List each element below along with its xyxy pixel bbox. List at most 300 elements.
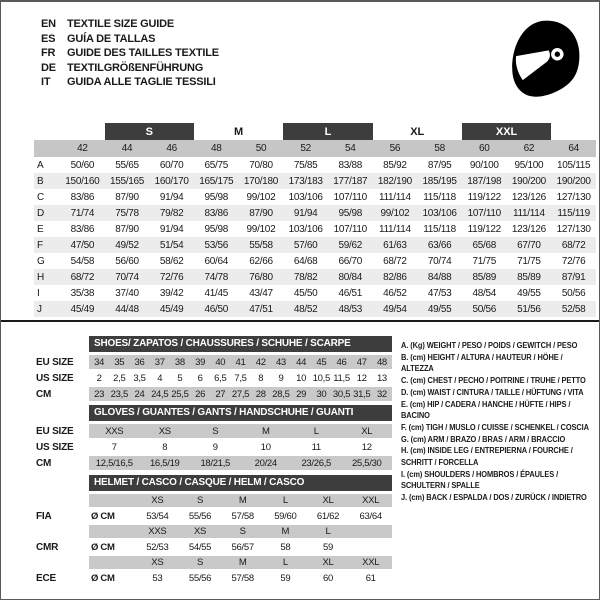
legend-item: A. (Kg) WEIGHT / PESO / POIDS / GEWITCH / PESO: [401, 341, 578, 350]
value-cell: 103/106: [417, 205, 462, 221]
language-title: TEXTILGRÖßENFÜHRUNG: [67, 61, 204, 74]
value-cell: 12,5/16,5: [95, 457, 133, 469]
value-cell: 10,5: [312, 372, 330, 384]
standard-label: CMR: [36, 541, 59, 553]
value-cell: 115/118: [423, 223, 456, 235]
value-cell: 24,5: [151, 388, 169, 400]
value-cell: 56/60: [115, 255, 139, 267]
size-header-cell: XS: [151, 557, 164, 568]
row-cells: [89, 540, 392, 554]
table-row: [36, 424, 392, 438]
value-cell: 9: [278, 372, 284, 384]
value-cell: 187/198: [462, 173, 507, 189]
value-cell: 26: [195, 388, 206, 400]
value-cell: 16,5/19: [149, 457, 180, 469]
value-cell: 18/21,5: [200, 457, 231, 469]
diameter-unit-label: Ø CM: [91, 572, 115, 584]
measure-row-g: [34, 253, 596, 269]
row-label: US SIZE: [36, 372, 74, 384]
measure-row-h: [34, 269, 596, 285]
value-cell: 25,5/30: [351, 457, 382, 469]
size-header-cell: 44: [105, 140, 150, 157]
value-cell: 165/175: [194, 173, 239, 189]
size-header-cell: XL: [322, 557, 334, 568]
gloves-table: [36, 405, 392, 472]
value-cell: 50/56: [462, 301, 507, 317]
table-header-row: [36, 405, 392, 421]
size-header-cell: S: [196, 495, 204, 506]
language-code: IT: [41, 76, 51, 88]
row-cells: [89, 424, 392, 438]
value-cell: 51/54: [149, 237, 194, 253]
row-label: D: [34, 205, 60, 221]
legend-item: E. (cm) HIP / CADERA / HANCHE / HÜFTE / HIPS / BACINO: [401, 399, 571, 421]
value-cell: 123/126: [511, 191, 546, 203]
value-cell: 91/94: [283, 205, 328, 221]
value-cell: 85/92: [383, 159, 407, 171]
value-cell: 28,5: [272, 388, 290, 400]
value-cell: 58/62: [159, 255, 184, 267]
value-cell: L: [313, 425, 319, 437]
value-cell: 35: [114, 356, 125, 368]
row-label: B: [34, 173, 60, 189]
table-header-row: [36, 475, 392, 491]
row-label: EU SIZE: [36, 425, 74, 437]
value-cell: 48/52: [283, 301, 328, 317]
value-cell: 57/58: [231, 510, 254, 522]
value-cell: 10: [296, 372, 307, 384]
value-cell: 50/60: [70, 159, 95, 171]
diameter-unit-label: Ø CM: [91, 541, 115, 553]
size-header-cell: 52: [283, 140, 328, 157]
standard-label: FIA: [36, 510, 52, 522]
value-cell: 42: [255, 356, 266, 368]
value-cell: 27,5: [231, 388, 250, 400]
measurement-legend: [401, 340, 596, 504]
size-header-cell: 58: [417, 140, 462, 157]
helmet-size-row: [36, 525, 392, 538]
row-cells: [89, 509, 392, 523]
value-cell: 29: [296, 388, 307, 400]
row-label: EU SIZE: [36, 356, 74, 368]
measure-row-e: [34, 221, 596, 237]
value-cell: 63/66: [417, 237, 462, 253]
value-cell: 95/98: [204, 191, 229, 203]
value-cell: 38: [174, 356, 185, 368]
value-cell: 7,5: [234, 372, 247, 384]
value-cell: 91/94: [159, 223, 184, 235]
size-header-cell: XL: [322, 495, 334, 506]
value-cell: 66/70: [338, 255, 363, 267]
value-cell: 35/38: [70, 287, 95, 299]
value-cell: 48: [376, 356, 387, 368]
measure-row-j: [34, 301, 596, 317]
value-cell: 24: [134, 388, 145, 400]
value-cell: 60/70: [159, 159, 184, 171]
standard-label: ECE: [36, 572, 56, 584]
language-row: [41, 18, 219, 33]
value-cell: 85/89: [507, 269, 552, 285]
value-cell: 34: [94, 356, 105, 368]
table-row: [36, 456, 392, 470]
value-cell: 170/180: [239, 173, 284, 189]
value-cell: 39/42: [159, 287, 184, 299]
value-cell: 62/66: [249, 255, 273, 267]
value-cell: 13: [376, 372, 387, 384]
value-cell: 3,5: [133, 372, 146, 384]
row-label: H: [34, 269, 60, 285]
value-cell: 28: [255, 388, 266, 400]
row-cells: [89, 387, 392, 401]
size-band-l: L: [283, 123, 372, 140]
value-cell: 190/200: [507, 173, 552, 189]
table-title-bar: HELMET / CASCO / CASQUE / HELM / CASCO: [89, 475, 392, 491]
value-cell: 46: [336, 356, 347, 368]
helmet-value-row: [36, 571, 392, 585]
size-header-cell: XXL: [362, 557, 380, 568]
value-cell: 48/53: [328, 301, 373, 317]
value-cell: 64/68: [293, 255, 318, 267]
size-header-cell: S: [196, 557, 204, 568]
value-cell: 185/195: [417, 173, 462, 189]
measure-row-b: [34, 173, 596, 189]
table-row: [36, 387, 392, 401]
value-cell: 70/74: [105, 269, 150, 285]
value-cell: 49/55: [517, 287, 541, 299]
value-cell: 40: [215, 356, 226, 368]
value-cell: 74/78: [194, 269, 239, 285]
size-band-spacer: [551, 123, 596, 140]
legend-item: I. (cm) SHOULDERS / HOMBROS / ÉPAULES / SCHULTERN / SPALLE: [401, 469, 559, 491]
value-cell: 71/74: [60, 205, 105, 221]
size-band-spacer: [34, 123, 60, 140]
size-band-xl: XL: [410, 125, 425, 138]
table-row: [36, 440, 392, 454]
language-title: GUÍA DE TALLAS: [67, 32, 156, 45]
value-cell: 47: [356, 356, 367, 368]
value-cell: 50/56: [561, 287, 586, 299]
section-divider: [1, 320, 599, 322]
value-cell: 8: [162, 441, 168, 453]
value-cell: 57/58: [231, 572, 254, 584]
value-cell: 49/55: [417, 301, 462, 317]
value-cell: 63/64: [359, 510, 382, 522]
value-cell: 53: [152, 572, 163, 584]
value-cell: 47/53: [427, 287, 452, 299]
value-cell: 60/64: [204, 255, 229, 267]
value-cell: 45/50: [293, 287, 318, 299]
legend-item: D. (cm) WAIST / CINTURA / TAILLE / HÜFTUNG / VITA: [401, 387, 584, 397]
value-cell: 2,5: [113, 372, 126, 384]
size-band-m: M: [234, 125, 244, 138]
value-cell: 37: [154, 356, 165, 368]
value-cell: 182/190: [373, 173, 418, 189]
value-cell: 36: [134, 356, 145, 368]
value-cell: 75/78: [105, 205, 150, 221]
value-cell: 127/130: [556, 191, 591, 203]
value-cell: 20/24: [254, 457, 277, 469]
value-cell: 107/110: [462, 205, 507, 221]
size-header-cell: L: [282, 495, 288, 506]
row-label: A: [37, 159, 44, 171]
legend-item: C. (cm) CHEST / PECHO / POITRINE / TRUHE / PETTO: [401, 376, 586, 386]
value-cell: 59: [323, 541, 333, 553]
value-cell: 85/89: [462, 269, 507, 285]
value-cell: 23/26,5: [301, 457, 332, 469]
legend-item: F. (cm) TIGH / MUSLO / CUISSE / SCHENKEL / COSCIA: [401, 422, 589, 432]
value-cell: 49/54: [373, 301, 418, 317]
value-cell: 11: [311, 441, 321, 453]
language-code: ES: [41, 32, 56, 45]
shoes-table: [36, 336, 392, 403]
value-cell: 80/84: [328, 269, 373, 285]
value-cell: 87/90: [115, 191, 139, 203]
value-cell: 23: [94, 388, 105, 400]
value-cell: 8: [258, 372, 264, 384]
value-cell: 87/90: [115, 223, 139, 235]
size-header-cell: 50: [239, 140, 284, 157]
value-cell: 52/58: [551, 301, 596, 317]
legend-item: B. (cm) HEIGHT / ALTURA / HAUTEUR / HÖHE / ALTEZZA: [401, 352, 563, 374]
measure-row-d: [34, 205, 596, 221]
value-cell: 10: [260, 441, 271, 453]
size-row-spacer: [34, 140, 60, 157]
value-cell: 95/98: [328, 205, 373, 221]
value-cell: 54/55: [188, 541, 212, 553]
value-cell: 9: [212, 441, 218, 453]
row-cells: [89, 456, 392, 470]
value-cell: 87/90: [239, 205, 284, 221]
value-cell: 115/118: [423, 191, 456, 203]
value-cell: 99/102: [246, 223, 276, 235]
row-label: I: [37, 287, 40, 299]
row-label: F: [34, 237, 60, 253]
value-cell: 43/47: [249, 287, 273, 299]
value-cell: 68/72: [60, 269, 105, 285]
value-cell: 119/122: [467, 223, 501, 235]
value-cell: 47/51: [239, 301, 284, 317]
value-cell: 7: [111, 441, 117, 453]
value-cell: M: [261, 425, 270, 437]
value-cell: 67/70: [507, 237, 552, 253]
value-cell: 83/86: [70, 223, 95, 235]
value-cell: 87/91: [551, 269, 596, 285]
value-cell: 59/60: [274, 510, 297, 522]
value-cell: 45/49: [60, 301, 105, 317]
language-code: EN: [41, 18, 56, 30]
value-cell: 31,5: [353, 388, 371, 400]
row-cells: [89, 494, 392, 507]
row-cells: [89, 440, 392, 454]
legend-item: G. (cm) ARM / BRAZO / BRAS / ARM / BRACCIO: [401, 434, 566, 444]
value-cell: 95/100: [514, 159, 544, 171]
value-cell: 25,5: [171, 388, 189, 400]
value-cell: 83/88: [338, 159, 363, 171]
value-cell: 90/100: [469, 159, 499, 171]
value-cell: 71/75: [517, 255, 541, 267]
size-header-cell: 42: [60, 140, 105, 157]
row-cells: [89, 525, 392, 538]
size-band-s: S: [105, 123, 194, 140]
row-cells: [89, 355, 392, 369]
value-cell: 84/88: [417, 269, 462, 285]
size-band-xxl: XXL: [462, 123, 551, 140]
value-cell: 60: [323, 572, 333, 584]
value-cell: 111/114: [379, 191, 411, 203]
measure-row-a: [34, 157, 596, 173]
value-cell: 76/80: [239, 269, 284, 285]
language-title: GUIDE DES TAILLES TEXTILE: [67, 47, 219, 59]
value-cell: 49/52: [105, 237, 150, 253]
value-cell: 78/82: [283, 269, 328, 285]
value-cell: 71/75: [472, 255, 496, 267]
value-cell: 12: [361, 441, 372, 453]
value-cell: 65/75: [204, 159, 229, 171]
value-cell: 48/54: [472, 287, 496, 299]
value-cell: 59: [280, 572, 291, 584]
value-cell: 55/56: [188, 510, 212, 522]
size-header-cell: 62: [507, 140, 552, 157]
size-header-cell: L: [282, 557, 288, 568]
value-cell: 58: [280, 541, 291, 553]
value-cell: 2: [96, 372, 102, 384]
row-label: J: [34, 301, 60, 317]
row-cells: [89, 371, 392, 385]
value-cell: 68/72: [383, 255, 407, 267]
value-cell: 155/165: [105, 173, 150, 189]
value-cell: 4: [157, 372, 163, 384]
value-cell: 12: [356, 372, 367, 384]
size-header-cell: M: [281, 526, 290, 537]
language-list: [41, 18, 219, 91]
value-cell: 6: [197, 372, 203, 384]
size-header-cell: XS: [151, 495, 164, 506]
value-cell: 54/58: [70, 255, 95, 267]
value-cell: 56/57: [231, 541, 254, 553]
value-cell: 72/76: [149, 269, 194, 285]
row-cells: [89, 556, 392, 569]
size-header-cell: 48: [194, 140, 239, 157]
size-header-cell: XXL: [362, 495, 380, 506]
value-cell: 30,5: [332, 388, 351, 400]
size-header-cell: 64: [551, 140, 596, 157]
size-header-cell: 60: [462, 140, 507, 157]
value-cell: 61: [365, 572, 376, 584]
table-title-bar: GLOVES / GUANTES / GANTS / HANDSCHUHE / GUANTI: [89, 405, 392, 421]
value-cell: 44/48: [105, 301, 150, 317]
measure-row-i: [34, 285, 596, 301]
value-cell: 51/56: [507, 301, 552, 317]
value-cell: 30: [316, 388, 327, 400]
row-label: CM: [36, 457, 52, 469]
value-cell: 61/63: [373, 237, 418, 253]
value-cell: 119/122: [467, 191, 501, 203]
value-cell: 32: [376, 388, 387, 400]
value-cell: XXS: [105, 425, 124, 437]
row-cells: [89, 571, 392, 585]
value-cell: 79/82: [149, 205, 194, 221]
value-cell: 123/126: [511, 223, 546, 235]
table-row: [36, 371, 392, 385]
helmet-size-row: [36, 556, 392, 569]
size-header-cell: XS: [193, 526, 207, 537]
value-cell: 55/56: [188, 572, 212, 584]
size-header-cell: XXS: [148, 526, 167, 537]
language-row: [41, 76, 219, 91]
value-cell: 72/76: [561, 255, 586, 267]
helmet-value-row: [36, 540, 392, 554]
value-cell: 99/102: [373, 205, 418, 221]
row-label: CM: [36, 388, 52, 400]
measure-row-f: [34, 237, 596, 253]
value-cell: 107/110: [333, 191, 367, 203]
value-cell: 111/114: [507, 205, 552, 221]
value-cell: 46/51: [338, 287, 363, 299]
size-band-spacer: [60, 123, 105, 140]
value-cell: 57/60: [283, 237, 328, 253]
table-row: [36, 355, 392, 369]
racing-helmet-icon: [493, 12, 589, 113]
value-cell: 43: [275, 356, 286, 368]
value-cell: 44: [296, 356, 307, 368]
value-cell: 53/54: [146, 510, 169, 522]
measure-row-c: [34, 189, 596, 205]
value-cell: 70/74: [427, 255, 452, 267]
value-cell: 53/56: [194, 237, 239, 253]
helmet-table: [36, 475, 392, 587]
value-cell: 173/183: [283, 173, 328, 189]
textile-size-table: [34, 123, 596, 317]
value-cell: 59/62: [328, 237, 373, 253]
size-header-cell: M: [238, 495, 247, 506]
language-title: GUIDA ALLE TAGLIE TESSILI: [67, 76, 216, 88]
language-row: [41, 62, 219, 77]
value-cell: 41/45: [204, 287, 229, 299]
diameter-unit-label: Ø CM: [91, 510, 115, 522]
value-cell: 6,5: [214, 372, 227, 384]
value-cell: 127/130: [556, 223, 591, 235]
value-cell: 103/106: [288, 191, 323, 203]
value-cell: 45/49: [149, 301, 194, 317]
value-cell: 177/187: [328, 173, 373, 189]
value-cell: 5: [177, 372, 183, 384]
value-cell: 83/86: [194, 205, 239, 221]
value-cell: S: [212, 425, 219, 437]
value-cell: 55/65: [115, 159, 139, 171]
value-cell: 55/58: [239, 237, 284, 253]
value-cell: 82/86: [373, 269, 418, 285]
language-code: DE: [41, 61, 56, 74]
legend-item: H. (cm) INSIDE LEG / ENTREPIERNA / FOURCHE / SCHRITT / FORCELLA: [401, 446, 573, 468]
value-cell: 115/119: [551, 205, 596, 221]
legend-list: [401, 340, 596, 504]
language-row: [41, 47, 219, 62]
value-cell: 70/80: [249, 159, 273, 171]
value-cell: 75/85: [293, 159, 318, 171]
value-cell: 11,5: [333, 372, 350, 384]
language-code: FR: [41, 47, 56, 59]
value-cell: 107/110: [333, 223, 367, 235]
size-header-cell: M: [238, 557, 247, 568]
value-cell: 39: [195, 356, 206, 368]
size-header-cell: 54: [328, 140, 373, 157]
value-cell: 52/53: [146, 541, 169, 553]
value-cell: XL: [361, 425, 373, 437]
value-cell: 46/52: [383, 287, 407, 299]
value-cell: 46/50: [194, 301, 239, 317]
value-cell: 91/94: [159, 191, 184, 203]
value-cell: XS: [158, 425, 171, 437]
